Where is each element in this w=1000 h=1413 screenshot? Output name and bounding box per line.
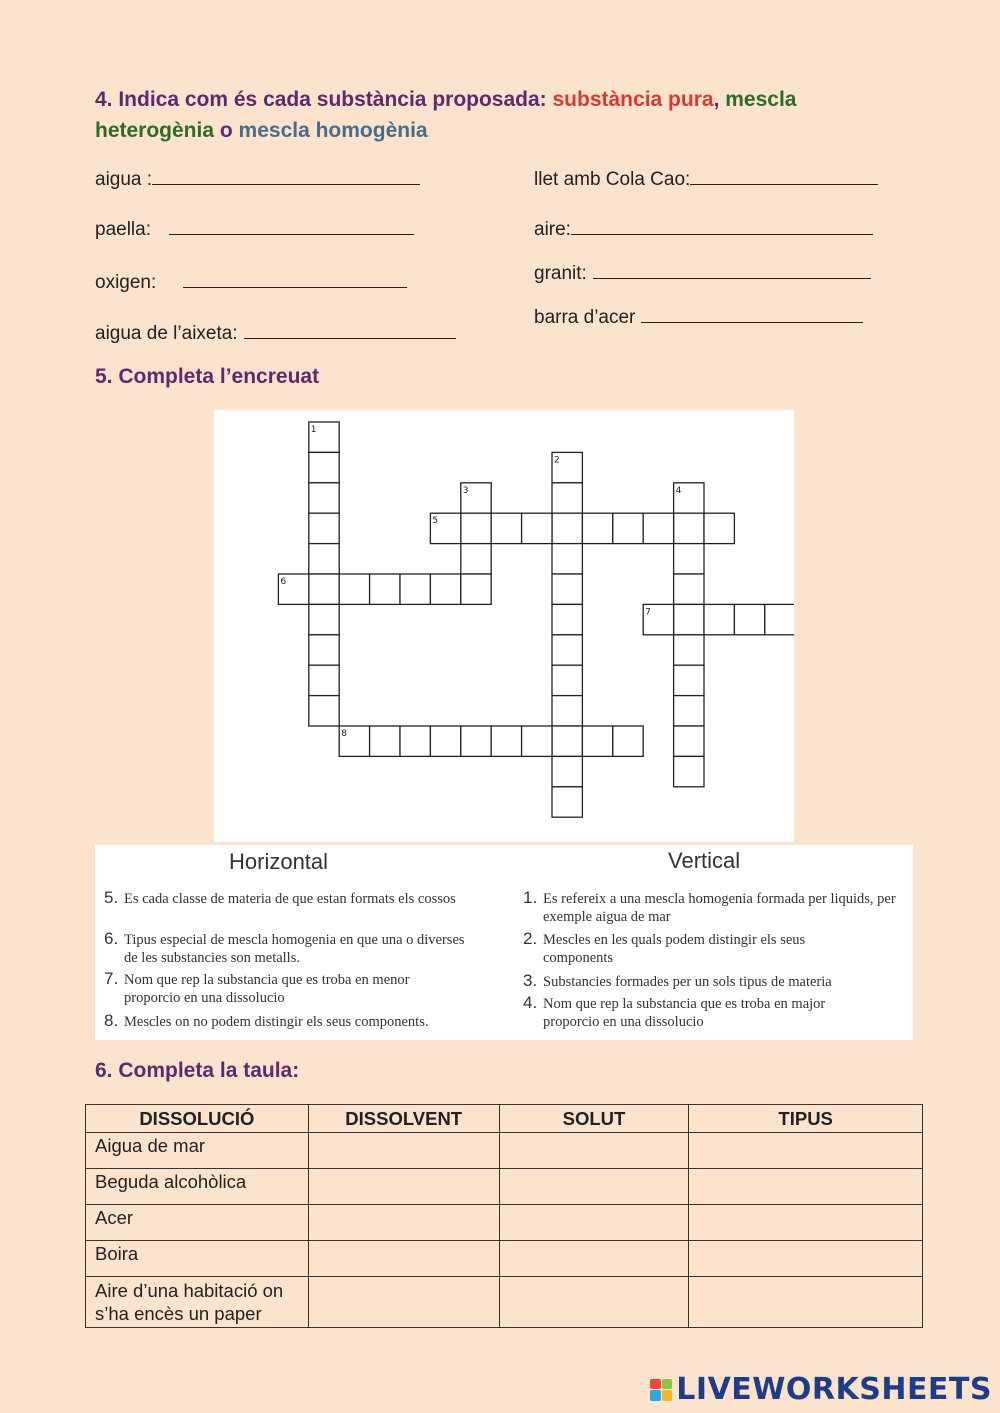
- crossword-number: 2: [554, 455, 560, 466]
- crossword-cell[interactable]: [613, 726, 643, 756]
- clue-horizontal-5: [104, 888, 474, 908]
- crossword-cell[interactable]: [309, 574, 339, 604]
- answer-blank[interactable]: [183, 269, 407, 288]
- crossword-cell[interactable]: [552, 787, 582, 817]
- crossword-number: 6: [280, 577, 287, 587]
- answer-blank[interactable]: [593, 260, 871, 279]
- crossword-cell[interactable]: [613, 513, 643, 543]
- crossword-cell[interactable]: [491, 513, 521, 543]
- crossword-cell[interactable]: [309, 665, 339, 695]
- item-label: aigua :: [95, 169, 153, 190]
- answer-cell[interactable]: [308, 1241, 499, 1277]
- clue-horizontal-8: [104, 1011, 484, 1031]
- clue-text: Mescles on no podem distingir els seus components.: [124, 1014, 429, 1030]
- item-label: llet amb Cola Cao:: [534, 169, 691, 190]
- clue-text: Mescles en les quals podem distingir els seus components: [543, 932, 806, 966]
- item-aigua-aixeta: [95, 320, 456, 345]
- horizontal-heading: Horizontal: [229, 849, 329, 874]
- answer-cell[interactable]: [308, 1133, 499, 1169]
- crossword-number: 7: [645, 607, 651, 618]
- crossword-cell[interactable]: [430, 574, 460, 604]
- item-label: barra d’acer: [534, 307, 636, 328]
- answer-cell[interactable]: [308, 1277, 499, 1328]
- item-aigua: [95, 166, 420, 191]
- crossword-cell[interactable]: [674, 604, 704, 634]
- crossword-number: 5: [432, 516, 439, 527]
- item-oxigen: [95, 269, 407, 294]
- crossword-cell[interactable]: [370, 726, 400, 756]
- crossword-cell[interactable]: [400, 574, 430, 604]
- table-row: [86, 1169, 923, 1205]
- crossword-number: 3: [462, 485, 469, 496]
- clue-text: Es refereix a una mescla homogenia formada per liquids, per exemple aigua de mar: [543, 891, 896, 925]
- clue-number: 3.: [523, 971, 538, 990]
- item-llet-cola-cao: [534, 166, 878, 191]
- crossword-cell[interactable]: [704, 513, 734, 543]
- clue-horizontal-6: [104, 929, 469, 967]
- crossword-cell[interactable]: [552, 696, 582, 726]
- crossword-cell[interactable]: [309, 696, 339, 726]
- crossword-cell[interactable]: [674, 544, 704, 574]
- crossword-cell[interactable]: [674, 726, 704, 756]
- crossword-cell[interactable]: [309, 635, 339, 665]
- crossword-cell[interactable]: [552, 756, 582, 786]
- clue-number: 4.: [523, 993, 538, 1012]
- crossword-cell[interactable]: [582, 726, 612, 756]
- section-4-title: [95, 84, 915, 146]
- crossword-cell[interactable]: [643, 513, 673, 543]
- connector-o: o: [219, 119, 233, 142]
- answer-blank[interactable]: [690, 166, 878, 185]
- crossword-cell[interactable]: [461, 513, 491, 543]
- crossword-cell[interactable]: [461, 726, 491, 756]
- logo-square: [662, 1390, 673, 1401]
- clue-text: Substancies formades per un sols tipus de materia: [543, 974, 832, 990]
- clue-number: 2.: [523, 929, 538, 948]
- crossword-cell[interactable]: [552, 635, 582, 665]
- header-dissolucio: DISSOLUCIÓ: [86, 1105, 309, 1133]
- crossword-cell[interactable]: [552, 544, 582, 574]
- crossword-cell[interactable]: [309, 483, 339, 513]
- item-label: oxigen:: [95, 272, 157, 293]
- clue-number: 5.: [104, 888, 119, 907]
- clue-vertical-2: [523, 929, 863, 967]
- crossword-cell[interactable]: [309, 544, 339, 574]
- solutions-table: [85, 1104, 923, 1328]
- table-header-row: [86, 1105, 923, 1133]
- crossword-cell[interactable]: [674, 665, 704, 695]
- option-homogeneous: mescla homogènia: [238, 119, 428, 142]
- crossword-cell[interactable]: [522, 513, 552, 543]
- comma: ,: [713, 88, 720, 111]
- clue-vertical-1: [523, 888, 915, 926]
- crossword-cell[interactable]: [552, 665, 582, 695]
- clue-number: 7.: [104, 969, 119, 988]
- row-label: Boira: [86, 1241, 309, 1277]
- crossword-cell[interactable]: [674, 574, 704, 604]
- clue-number: 1.: [523, 888, 538, 907]
- item-granit: [534, 260, 871, 285]
- item-label: aigua de l’aixeta:: [95, 323, 238, 344]
- clue-number: 6.: [104, 929, 119, 948]
- answer-cell[interactable]: [499, 1205, 689, 1241]
- item-label: granit:: [534, 263, 587, 284]
- crossword-grid: [214, 410, 794, 842]
- clue-text: Nom que rep la substancia que es troba en menor proporcio en una dissolucio: [124, 972, 410, 1006]
- answer-blank[interactable]: [571, 216, 873, 235]
- crossword-number: 1: [310, 425, 317, 435]
- answer-cell[interactable]: [499, 1169, 689, 1205]
- crossword-cell[interactable]: [461, 544, 491, 574]
- crossword-cell[interactable]: [582, 513, 612, 543]
- row-label: Beguda alcohòlica: [86, 1169, 309, 1205]
- answer-cell[interactable]: [308, 1205, 499, 1241]
- header-tipus: TIPUS: [689, 1105, 923, 1133]
- row-label: Acer: [86, 1205, 309, 1241]
- answer-cell[interactable]: [689, 1241, 923, 1277]
- crossword-cell[interactable]: [734, 604, 764, 634]
- crossword-cell[interactable]: [765, 604, 794, 634]
- option-heterogeneous-a: mescla: [725, 88, 797, 111]
- crossword-cell[interactable]: [339, 574, 369, 604]
- section-5-title: 5. Completa l’encreuat: [95, 365, 320, 388]
- clue-text: Es cada classe de materia de que estan formats els cossos: [124, 891, 456, 907]
- crossword-cell[interactable]: [400, 726, 430, 756]
- crossword-cell[interactable]: [552, 604, 582, 634]
- crossword-panel: [214, 410, 794, 842]
- vertical-heading: Vertical: [668, 848, 741, 873]
- clue-horizontal-7: [104, 969, 454, 1007]
- answer-cell[interactable]: [499, 1241, 689, 1277]
- crossword-cell[interactable]: [552, 483, 582, 513]
- answer-blank[interactable]: [152, 166, 420, 185]
- clues-panel: [95, 845, 913, 1040]
- answer-blank[interactable]: [169, 216, 414, 235]
- crossword-cell[interactable]: [552, 513, 582, 543]
- crossword-cell[interactable]: [491, 726, 521, 756]
- crossword-cell[interactable]: [522, 726, 552, 756]
- answer-cell[interactable]: [689, 1133, 923, 1169]
- item-label: aire:: [534, 219, 571, 240]
- item-aire: [534, 216, 873, 241]
- crossword-cell[interactable]: [309, 452, 339, 482]
- answer-blank[interactable]: [641, 304, 863, 323]
- logo-square: [650, 1379, 661, 1390]
- crossword-cell[interactable]: [674, 635, 704, 665]
- clue-vertical-4: [523, 993, 873, 1031]
- crossword-cell[interactable]: [370, 574, 400, 604]
- answer-blank[interactable]: [244, 320, 456, 339]
- answer-cell[interactable]: [499, 1133, 689, 1169]
- table-row: [86, 1205, 923, 1241]
- table-row: [86, 1241, 923, 1277]
- row-label: Aire d’una habitació on s’ha encès un paper: [86, 1277, 309, 1328]
- clue-vertical-3: [523, 971, 903, 991]
- answer-cell[interactable]: [499, 1277, 689, 1328]
- clue-text: Nom que rep la substancia que es troba en major proporcio en una dissolucio: [543, 996, 826, 1030]
- row-label: Aigua de mar: [86, 1133, 309, 1169]
- logo-square: [662, 1379, 673, 1390]
- crossword-number: 4: [675, 485, 682, 496]
- crossword-cell[interactable]: [674, 756, 704, 786]
- crossword-cell[interactable]: [430, 726, 460, 756]
- clue-number: 8.: [104, 1011, 119, 1030]
- crossword-cell[interactable]: [309, 513, 339, 543]
- brand-text: LIVEWORKSHEETS: [676, 1372, 992, 1407]
- crossword-number: 8: [341, 729, 347, 739]
- crossword-cell[interactable]: [309, 604, 339, 634]
- crossword-cell[interactable]: [674, 513, 704, 543]
- crossword-cell[interactable]: [552, 726, 582, 756]
- option-pure-substance: substància pura: [552, 88, 714, 111]
- item-paella: [95, 216, 414, 241]
- crossword-cell[interactable]: [552, 574, 582, 604]
- section-6-title: 6. Completa la taula:: [95, 1059, 300, 1082]
- crossword-cell[interactable]: [704, 604, 734, 634]
- header-solut: SOLUT: [499, 1105, 689, 1133]
- option-heterogeneous-b: heterogènia: [95, 119, 215, 142]
- crossword-cell[interactable]: [674, 696, 704, 726]
- table-row: [86, 1133, 923, 1169]
- answer-cell[interactable]: [308, 1169, 499, 1205]
- header-dissolvent: DISSOLVENT: [308, 1105, 499, 1133]
- clue-text: Tipus especial de mescla homogenia en que una o diverses de les substancies son metalls.: [124, 932, 465, 966]
- table-row: [86, 1277, 923, 1328]
- brand-logo-icon: [650, 1379, 672, 1401]
- item-barra-acer: [534, 304, 863, 329]
- answer-cell[interactable]: [689, 1169, 923, 1205]
- logo-square: [650, 1390, 661, 1401]
- answer-cell[interactable]: [689, 1277, 923, 1328]
- item-label: paella:: [95, 219, 151, 240]
- section-4-prefix: 4. Indica com és cada substància proposada:: [95, 88, 553, 111]
- crossword-cell[interactable]: [461, 574, 491, 604]
- liveworksheets-logo: [650, 1372, 992, 1407]
- answer-cell[interactable]: [689, 1205, 923, 1241]
